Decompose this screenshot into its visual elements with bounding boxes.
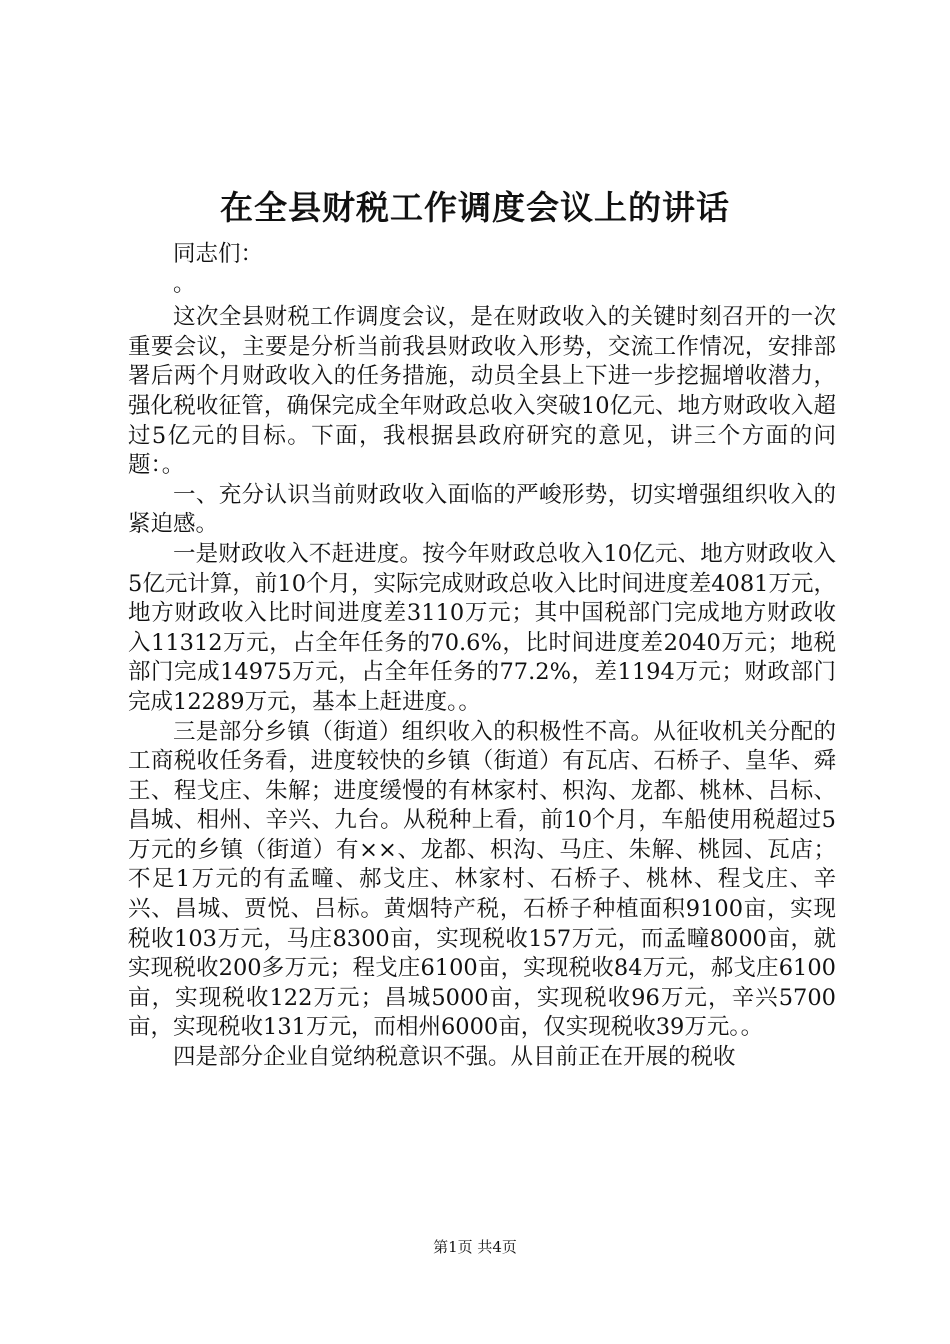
paragraph-section-heading: 一、充分认识当前财政收入面临的严峻形势，切实增强组织收入的紧迫感。 [128,481,836,538]
paragraph-point-four: 四是部分企业自觉纳税意识不强。从目前正在开展的税收 [173,1044,736,1071]
dot-line: 。 [173,270,196,297]
document-body [128,238,836,1073]
paragraph-intro: 这次全县财税工作调度会议，是在财政收入的关键时刻召开的一次重要会议，主要是分析当前我县财政收入形势，交流工作情况，安排部署后两个月财政收入的任务措施，动员全县上下进一步挖掘增收潜力，强化税收征管，确保完成全年财政总收入突破10亿元、地方财政收入超过5亿元的目标。下面，我根据县政府研究的意见，讲三个方面的问题：。 [128,304,836,479]
document-title: 在全县财税工作调度会议上的讲话 [220,188,730,227]
paragraph-point-one: 一是财政收入不赶进度。按今年财政总收入10亿元、地方财政收入5亿元计算，前10个月，实际完成财政总收入比时间进度差4081万元，地方财政收入比时间进度差3110万元；其中国税部门完成地方财政收入11312万元，占全年任务的70.6%，比时间进度差2040万元；地税部门完成14975万元，占全年任务的77.2%，差1194万元；财政部门完成12289万元，基本上赶进度。。 [128,540,836,715]
salutation: 同志们： [173,241,264,267]
paragraph-point-three: 三是部分乡镇（街道）组织收入的积极性不高。从征收机关分配的工商税收任务看，进度较快的乡镇（街道）有瓦店、石桥子、皇华、舜王、程戈庄、朱解；进度缓慢的有林家村、枳沟、龙都、桃林、吕标、昌城、相州、辛兴、九台。从税种上看，前10个月，车船使用税超过5万元的乡镇（街道）有××、龙都、枳沟、马庄、朱解、桃园、瓦店；不足1万元的有孟疃、郝戈庄、林家村、石桥子、桃林、程戈庄、辛兴、昌城、贾悦、吕标。黄烟特产税，石桥子种植面积9100亩，实现税收103万元，马庄8300亩，实现税收157万元，而孟疃8000亩，就实现税收200多万元；程戈庄6100亩，实现税收84万元，郝戈庄6100亩，实现税收122万元；昌城5000亩，实现税收96万元，辛兴5700亩，实现税收131万元，而相州6000亩，仅实现税收39万元。。 [128,718,836,1041]
page-footer: 第1页 共4页 [433,1238,517,1256]
